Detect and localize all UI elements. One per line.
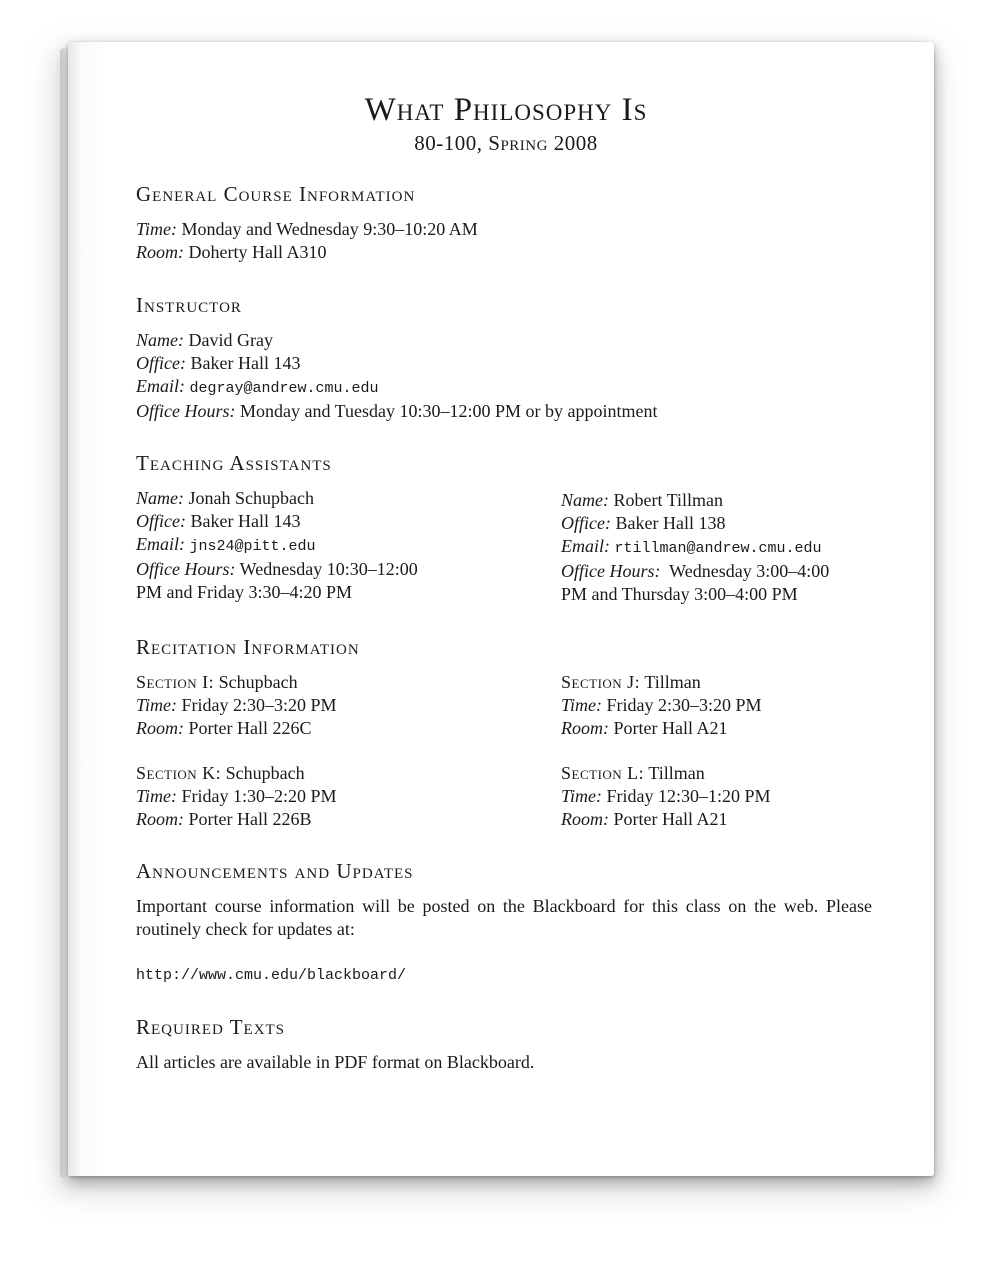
hours-value: Monday and Tuesday 10:30–12:00 PM or by appointment: [239, 401, 658, 421]
ta-hours: [136, 558, 451, 581]
section-time: [136, 785, 451, 808]
section-title: [561, 671, 876, 694]
time-label: Time:: [136, 695, 178, 715]
room-label: Room:: [136, 242, 184, 262]
room-label: Room:: [136, 809, 184, 829]
recitation-heading: Recitation Information: [136, 635, 360, 659]
announcements-heading: Announcements and Updates: [136, 859, 414, 883]
section-title: [136, 671, 451, 694]
ta-card: [561, 489, 876, 606]
time-value: Friday 12:30–1:20 PM: [606, 786, 771, 806]
tas-heading: Teaching Assistants: [136, 451, 332, 475]
announcements-text: Important course information will be posted on the Blackboard for this class on the web. Please routinely check for updates at:: [136, 896, 872, 939]
room-value: Doherty Hall A310: [188, 242, 327, 262]
ta-name: [136, 487, 451, 510]
name-value: Robert Tillman: [613, 490, 724, 510]
room-label: Room:: [561, 718, 609, 738]
required-texts-heading: Required Texts: [136, 1015, 286, 1039]
section-room: [561, 717, 876, 740]
section-room: [136, 808, 451, 831]
hours-value: Wednesday 10:30–12:00: [239, 559, 418, 579]
instructor-heading: Instructor: [136, 293, 242, 317]
office-value: Baker Hall 138: [615, 513, 726, 533]
email-label: Email:: [136, 376, 185, 396]
recitation-card: [561, 762, 876, 831]
ta-office: [136, 510, 451, 533]
email-value[interactable]: jns24@pitt.edu: [189, 538, 316, 555]
room-label: Room:: [561, 809, 609, 829]
ta-name: [561, 489, 876, 512]
room-value: Porter Hall A21: [613, 809, 728, 829]
instructor-hours: [136, 400, 876, 423]
general-time: [136, 218, 876, 241]
section-time: [136, 694, 451, 717]
ta-email: [136, 533, 451, 558]
email-label: Email:: [136, 534, 185, 554]
name-value: David Gray: [188, 330, 273, 350]
section-time: [561, 785, 876, 808]
section-label: Section K:: [136, 763, 222, 783]
time-label: Time:: [561, 695, 603, 715]
office-value: Baker Hall 143: [190, 353, 301, 373]
general-heading: General Course Information: [136, 182, 416, 206]
hours-label: Office Hours:: [136, 401, 236, 421]
section-leader: Tillman: [648, 763, 705, 783]
recitation-card: [136, 762, 451, 831]
hours-label: Office Hours:: [136, 559, 236, 579]
section-room: [561, 808, 876, 831]
section-label: Section I:: [136, 672, 215, 692]
name-value: Jonah Schupbach: [188, 488, 314, 508]
time-value: Monday and Wednesday 9:30–10:20 AM: [181, 219, 478, 239]
title-block: [136, 90, 876, 156]
room-label: Room:: [136, 718, 184, 738]
blackboard-url[interactable]: http://www.cmu.edu/blackboard/: [136, 967, 407, 984]
name-label: Name:: [136, 330, 184, 350]
section-time: [561, 694, 876, 717]
time-label: Time:: [561, 786, 603, 806]
time-value: Friday 2:30–3:20 PM: [181, 695, 337, 715]
ta-email: [561, 535, 876, 560]
ta-card: [136, 487, 451, 606]
course-subtitle: 80-100, Spring 2008: [414, 131, 598, 155]
section-label: Section L:: [561, 763, 645, 783]
email-label: Email:: [561, 536, 610, 556]
time-value: Friday 1:30–2:20 PM: [181, 786, 337, 806]
office-label: Office:: [136, 353, 186, 373]
section-leader: Schupbach: [225, 763, 305, 783]
instructor-email: [136, 375, 876, 400]
instructor-section: [136, 294, 876, 423]
ta-hours-continued: PM and Friday 3:30–4:20 PM: [136, 582, 353, 602]
time-label: Time:: [136, 219, 178, 239]
tas-section: [136, 452, 876, 606]
email-value[interactable]: degray@andrew.cmu.edu: [189, 380, 379, 397]
course-title: What Philosophy Is: [364, 92, 648, 128]
section-title: [136, 762, 451, 785]
office-value: Baker Hall 143: [190, 511, 301, 531]
required-texts-text: All articles are available in PDF format on Blackboard.: [136, 1052, 535, 1072]
room-value: Porter Hall 226C: [188, 718, 312, 738]
section-room: [136, 717, 451, 740]
room-value: Porter Hall 226B: [188, 809, 312, 829]
room-value: Porter Hall A21: [613, 718, 728, 738]
section-leader: Schupbach: [218, 672, 298, 692]
section-title: [561, 762, 876, 785]
section-leader: Tillman: [644, 672, 701, 692]
syllabus-content: [136, 88, 876, 1074]
time-label: Time:: [136, 786, 178, 806]
required-texts-section: [136, 1016, 876, 1074]
announcements-section: [136, 860, 876, 987]
office-label: Office:: [136, 511, 186, 531]
recitation-card: [136, 671, 451, 740]
time-value: Friday 2:30–3:20 PM: [606, 695, 762, 715]
hours-label: Office Hours:: [561, 561, 661, 581]
section-label: Section J:: [561, 672, 641, 692]
office-label: Office:: [561, 513, 611, 533]
hours-value: Wednesday 3:00–4:00: [669, 561, 830, 581]
ta-hours-continued: PM and Thursday 3:00–4:00 PM: [561, 584, 798, 604]
instructor-office: [136, 352, 876, 375]
ta-office: [561, 512, 876, 535]
name-label: Name:: [136, 488, 184, 508]
recitation-section: [136, 636, 876, 831]
email-value[interactable]: rtillman@andrew.cmu.edu: [614, 540, 822, 557]
ta-hours: [561, 560, 876, 583]
general-section: [136, 183, 876, 264]
name-label: Name:: [561, 490, 609, 510]
instructor-name: [136, 329, 876, 352]
general-room: [136, 241, 876, 264]
recitation-card: [561, 671, 876, 740]
